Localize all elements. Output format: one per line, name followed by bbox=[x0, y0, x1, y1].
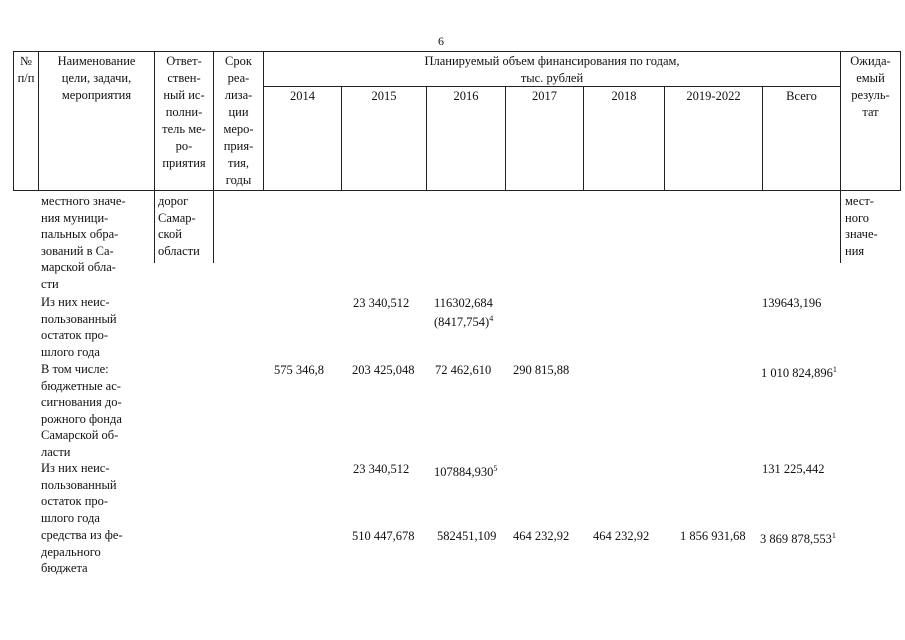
header-year-2018: 2018 bbox=[611, 89, 637, 103]
table-row-responsible: дорог Самар- ской области bbox=[158, 194, 200, 258]
cell-2016: 116302,684 bbox=[434, 296, 493, 310]
col-border-body bbox=[213, 190, 214, 263]
cell-2016: 582451,109 bbox=[437, 529, 497, 543]
header-bottom-border bbox=[13, 190, 901, 191]
cell-2014: 575 346,8 bbox=[274, 363, 324, 377]
col-border-body bbox=[840, 190, 841, 263]
header-num-col: № п/п bbox=[17, 54, 35, 85]
page-number: 6 bbox=[438, 34, 444, 48]
footnote-mark: 1 bbox=[832, 365, 837, 374]
table-row-name: местного значе- ния муници- пальных обра- зований в Са- марской обла- сти bbox=[41, 194, 126, 291]
cell-2015: 510 447,678 bbox=[352, 529, 415, 543]
table-row-result: мест- ного значе- ния bbox=[845, 194, 878, 258]
header-total: Всего bbox=[786, 89, 817, 103]
cell-2015: 203 425,048 bbox=[352, 363, 415, 377]
cell-2017: 290 815,88 bbox=[513, 363, 570, 377]
header-funding-title: Планируемый объем финансирования по годам, тыс. рублей bbox=[424, 54, 680, 85]
header-year-2015: 2015 bbox=[371, 89, 397, 103]
header-year-2016: 2016 bbox=[453, 89, 479, 103]
table-row-name: Из них неис- пользованный остаток про- шлого года bbox=[41, 461, 117, 525]
header-year-2017: 2017 bbox=[532, 89, 557, 103]
table-top-border bbox=[13, 51, 901, 52]
cell-2015: 23 340,512 bbox=[353, 462, 410, 476]
footnote-mark: 1 bbox=[831, 531, 836, 540]
cell-2018: 464 232,92 bbox=[593, 529, 650, 543]
cell-total: 1 010 824,896$^1$ bbox=[761, 365, 837, 381]
header-year-2019-2022: 2019-2022 bbox=[686, 89, 741, 103]
cell-2016: 72 462,610 bbox=[435, 363, 492, 377]
cell-total: 139643,196 bbox=[762, 296, 822, 310]
cell-2019-2022: 1 856 931,68 bbox=[680, 529, 746, 543]
header-responsible-col: Ответ- ствен- ный ис- полни- тель ме- ро- приятия bbox=[162, 54, 206, 170]
table-row-name: В том числе: бюджетные ас- сигнования до- рожного фонда Самарской об- ласти bbox=[41, 362, 122, 459]
header-result-col: Ожида- емый резуль- тат bbox=[850, 54, 891, 119]
cell-total: 131 225,442 bbox=[762, 462, 825, 476]
col-border bbox=[900, 51, 901, 191]
cell-2016: 107884,930$^5$ bbox=[434, 464, 498, 480]
header-year-2014: 2014 bbox=[290, 89, 315, 103]
col-border-body bbox=[154, 190, 155, 263]
footnote-mark: 4 bbox=[489, 314, 494, 323]
footnote-mark: 5 bbox=[493, 464, 498, 473]
table-row-name: средства из фе- дерального бюджета bbox=[41, 528, 123, 575]
header-name-col: Наименование цели, задачи, мероприятия bbox=[57, 54, 136, 102]
cell-2016-note-value: $(8417,754)^4$ bbox=[434, 314, 494, 330]
header-term-col: Срок реа- лиза- ции меро- прия- тия, годы bbox=[223, 54, 254, 187]
cell-2017: 464 232,92 bbox=[513, 529, 570, 543]
cell-total: 3 869 878,553$^1$ bbox=[760, 531, 836, 547]
table-row-name: Из них неис- пользованный остаток про- шлого года bbox=[41, 295, 117, 359]
cell-2015: 23 340,512 bbox=[353, 296, 410, 310]
